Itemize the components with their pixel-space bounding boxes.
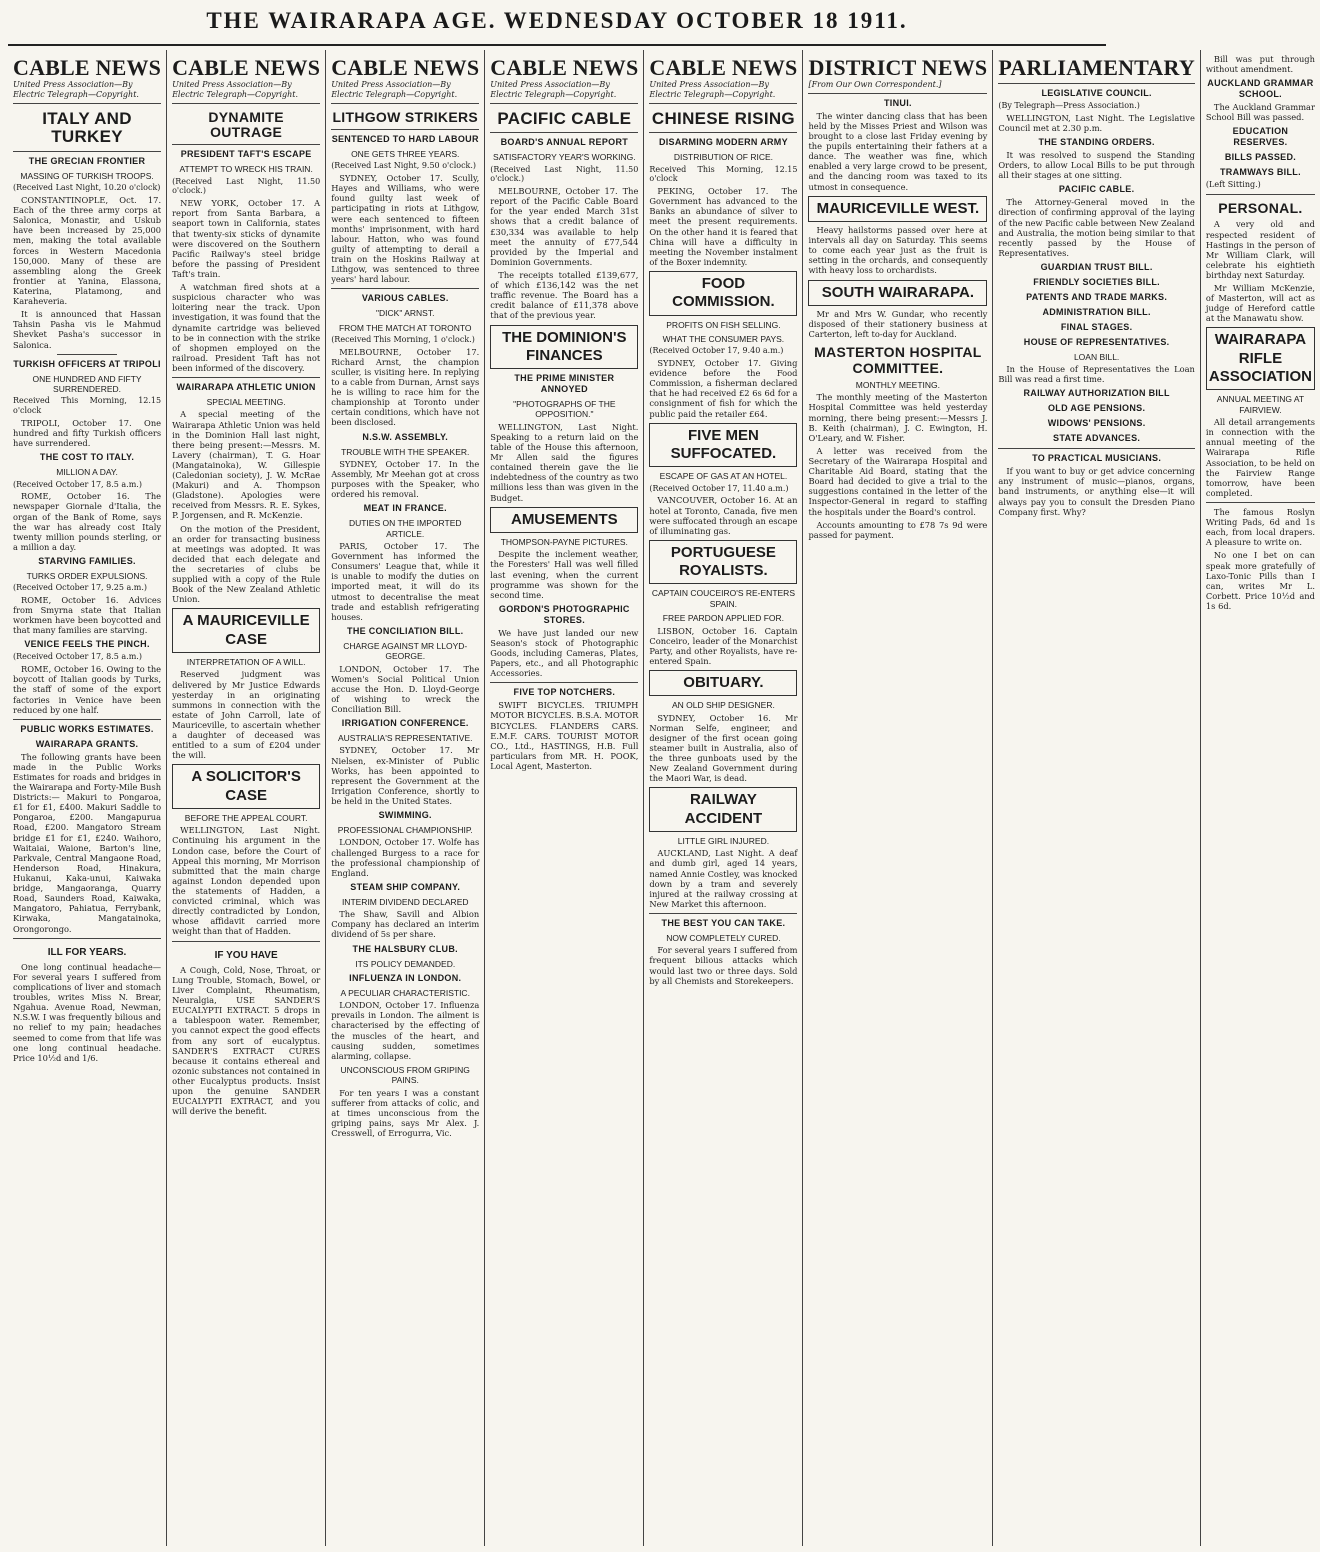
advert-body: One long continual headache—For several years I suffered from complications of liver and stomach troubles, writes Miss N. Brear, Ngahua. Avenue Road, Newman, N.S.W. I was frequently bilious and no relief to my pain; headaches seemed to come from that life was one long continual headache. Price 10½d and 1/6.	[13, 961, 162, 1063]
sub-heading: TURKISH OFFICERS AT TRIPOLI	[13, 358, 161, 369]
sub-heading: INTERPRETATION OF A WILL.	[186, 657, 306, 668]
sub-heading: LITTLE GIRL INJURED.	[677, 835, 770, 846]
sub-heading: A PECULIAR CHARACTERISTIC.	[340, 987, 470, 998]
sub-heading: INTERIM DIVIDEND DECLARED	[341, 896, 469, 907]
boxed-heading: OBITUARY.	[649, 670, 797, 696]
sub-heading: FINAL STAGES.	[1060, 321, 1133, 332]
boxed-heading: RAILWAY ACCIDENT	[649, 787, 797, 832]
paragraph: Heavy hailstorms passed over here at intervals all day on Saturday. This seems to come each year just as the fruit is setting in the orchards, and consequently with heavy loss to orchardists.	[808, 224, 988, 276]
sub-heading: WAIRARAPA GRANTS.	[35, 738, 139, 749]
paragraph: The Attorney-General moved in the direction of confirming approval of the laying of the new Pacific cable between New Zealand and Australia, the motion being similar to that recently passed by the House of Representatives.	[998, 197, 1195, 258]
sub-heading: EDUCATION RESERVES.	[1232, 126, 1289, 148]
paragraph: On the motion of the President, an order for transacting business at meetings was adopted. It was decided that each delegate and the secretaries of clubs be supplied with a copy of the Rule Book of the New Zealand Athletic Union.	[172, 523, 321, 605]
paragraph: The monthly meeting of the Masterton Hospital Committee was held yesterday morning, there being present:—Messrs J. B. Keith (chairman), J. C. Ewington, H. O'Leary, and W. Fisher.	[808, 392, 988, 443]
rule	[1206, 194, 1315, 195]
sub-heading: PROFESSIONAL CHAMPIONSHIP.	[337, 825, 473, 836]
sub-heading: THE COST TO ITALY.	[39, 452, 135, 463]
rule	[331, 288, 479, 289]
sub-heading: LEGISLATIVE COUNCIL.	[1041, 88, 1152, 99]
paragraph: Despite the inclement weather, the Foresters' Hall was well filled last evening, when the current programme was shown for the second time.	[490, 549, 639, 600]
paragraph: All detail arrangements in connection with the annual meeting of the Wairarapa Rifle Association, to be held on the Fairview Range tomorrow, have been completed.	[1205, 417, 1315, 498]
story-title: ITALY AND TURKEY	[42, 108, 132, 147]
paragraph: For ten years I was a constant sufferer from attacks of colic, and at times unconscious from the griping pains, says Mr Alex. J. Cresswell, of Errogurra, Vic.	[331, 1087, 480, 1139]
rule	[998, 448, 1195, 449]
boxed-heading: THE DOMINION'S FINANCES	[490, 325, 638, 370]
paragraph: PARIS, October 17. The Government has informed the Consumers' League that, while it is unable to modify the duties on imported meat, it will do its utmost to decentralise the meat trade and establish refrigerating houses.	[331, 541, 480, 622]
paragraph: A watchman fired shots at a suspicious character who was loitering near the track. Upon investigation, it was found that the dynamite cartridge was believed to be in connection with the strike of shopmen employed on the railroad. President Taft has not been informed of the discovery.	[172, 282, 321, 373]
dateline: (Received Last Night, 9.50 o'clock.)	[331, 161, 477, 171]
paragraph: ROME, October 16. The newspaper Giornale d'Italia, the organ of the Bank of Rome, says the war has already cost Italy twenty million pounds sterling, or a million a day.	[13, 491, 162, 552]
sub-heading: VARIOUS CABLES.	[361, 293, 449, 304]
sub-heading: MASSING OF TURKISH TROOPS.	[20, 170, 154, 181]
sub-heading: LOAN BILL.	[1073, 351, 1120, 362]
story-title: CHINESE RISING	[651, 108, 795, 128]
sub-heading: PRESIDENT TAFT'S ESCAPE	[180, 149, 312, 160]
sub-heading: THE GRECIAN FRONTIER	[28, 155, 146, 166]
credit-line: United Press Association—By Electric Telegraph—Copyright.	[331, 80, 479, 104]
sub-heading: SWIMMING.	[378, 810, 432, 821]
sub-heading: BEFORE THE APPEAL COURT.	[184, 813, 308, 823]
boxed-heading: FIVE MEN SUFFOCATED.	[649, 423, 797, 468]
masthead: THE WAIRARAPA AGE. WEDNESDAY OCTOBER 18 1911.	[206, 8, 908, 33]
rule	[13, 719, 161, 720]
credit-line: United Press Association—By Electric Telegraph—Copyright.	[649, 80, 797, 104]
advert-body: SWIFT BICYCLES. TRIUMPH MOTOR BICYCLES. B.S.A. MOTOR BICYCLES. FLANDERS CARS. E.M.F. CARS. TOURIST MOTOR CO., Ltd., HASTINGS, H.B. Full particulars from MR. H. POOK, Local Agent, Masterton.	[490, 700, 639, 771]
sub-heading: BOARD'S ANNUAL REPORT	[500, 137, 629, 148]
sub-heading: THE STANDING ORDERS.	[1038, 137, 1155, 148]
paragraph: A very old and respected resident of Hastings in the person of Mr William Clark, will celebrate his eightieth birthday next Saturday.	[1205, 219, 1315, 280]
sub-heading: ATTEMPT TO WRECK HIS TRAIN.	[179, 164, 313, 175]
boxed-heading: A SOLICITOR'S CASE	[172, 764, 320, 809]
sub-heading: FIVE TOP NOTCHERS.	[513, 687, 616, 698]
sub-heading: ONE HUNDRED AND FIFTY SURRENDERED.	[32, 373, 142, 395]
boxed-heading: AMUSEMENTS	[490, 507, 638, 533]
paragraph: NEW YORK, October 17. A report from Santa Barbara, a seaport town in California, states that twenty-six sticks of dynamite were discovered on the Southern Pacific Railway's steel bridge before the passing of President Taft's train.	[172, 198, 321, 279]
sub-heading: NOW COMPLETELY CURED.	[666, 932, 781, 943]
sub-heading: THE PRIME MINISTER ANNOYED	[514, 373, 615, 395]
column-heading: CABLE NEWS	[13, 55, 162, 80]
dateline: (Received Last Night, 11.50 o'clock.)	[172, 176, 321, 196]
sub-heading: TINUI.	[884, 97, 912, 108]
sub-heading: TO PRACTICAL MUSICIANS.	[1032, 453, 1162, 464]
paragraph: The Shaw, Savill and Albion Company has declared an interim dividend of 5s per share.	[331, 909, 480, 940]
rule	[331, 129, 479, 130]
paragraph: VANCOUVER, October 16. At an hotel at Toronto, Canada, five men were suffocated through an escape of illuminating gas.	[649, 495, 798, 536]
sub-heading: WHAT THE CONSUMER PAYS.	[662, 333, 785, 344]
column-heading: CABLE NEWS	[172, 55, 321, 80]
sub-heading: "PHOTOGRAPHS OF THE OPPOSITION."	[513, 399, 616, 420]
sub-heading: PUBLIC WORKS ESTIMATES.	[20, 723, 154, 734]
rule	[13, 938, 161, 939]
rule	[57, 354, 116, 355]
story-title: LITHGOW STRIKERS	[332, 108, 479, 125]
paragraph: SYDNEY, October 17. In the Assembly, Mr Meehan got at cross purposes with the Speaker, who ordered his removal.	[331, 458, 480, 500]
paragraph: WELLINGTON, Last Night. Continuing his argument in the London case, before the Court of Appeal this morning, Mr Morrison submitted that the main charge against London depended upon the statements of Hadden, a convicted criminal, which was directly contradicted by London, whose affidavit carried more weight than that of Hadden.	[172, 825, 321, 937]
story-title: MASTERTON HOSPITAL COMMITTEE.	[814, 344, 982, 376]
paragraph: The famous Roslyn Writing Pads, 6d and 1s each, from local drapers. A pleasure to write on.	[1205, 506, 1315, 548]
sub-heading: THE BEST YOU CAN TAKE.	[661, 917, 786, 928]
paragraph: The receipts totalled £139,677, of which £136,142 was the net traffic revenue. The Board has a credit balance of £11,378 above that of the previous year.	[490, 269, 639, 321]
paragraph: For several years I suffered from frequent bilious attacks which would last two or three days. Sold by all Chemists and Storekeepers.	[649, 945, 798, 986]
column-3	[326, 50, 485, 1546]
rule	[172, 941, 320, 942]
sub-heading: WAIRARAPA ATHLETIC UNION	[176, 382, 316, 393]
paragraph: It was resolved to suspend the Standing Orders, to allow Local Bills to be put through all their stages at one sitting.	[998, 150, 1195, 181]
paragraph: TRIPOLI, October 17. One hundred and fifty Turkish officers have surrendered.	[13, 417, 162, 449]
sub-heading: "DICK" ARNST.	[376, 308, 435, 319]
paragraph: If you want to buy or get advice concerning any instrument of music—pianos, organs, band instruments, or anything else—it will always pay you to consult the Dresden Piano Company first. Why?	[998, 466, 1195, 517]
credit-line: United Press Association—By Electric Telegraph—Copyright.	[172, 80, 320, 104]
sub-heading: INFLUENZA IN LONDON.	[349, 972, 462, 983]
paragraph: We have just landed our new Season's stock of Photographic Goods, including Cameras, Plates, Papers, etc., and all Photographic Accessories.	[490, 627, 639, 679]
paragraph: The Auckland Grammar School Bill was passed.	[1205, 102, 1315, 123]
paragraph: LISBON, October 16. Captain Conceiro, leader of the Monarchist Party, and other Royalists, have re-entered Spain.	[649, 625, 798, 666]
advert-heading: ILL FOR YEARS.	[47, 946, 127, 958]
paragraph: SYDNEY, October 17. Scully, Hayes and Williams, who were found guilty last week of participating in riots at Lithgow, were each sentenced to fifteen months' imprisonment, with hard labour. Hatton, who was found guilty of attempting to derail a train on the Hoskins Railway at Lithgow, was sentenced to three years' hard labour.	[331, 173, 480, 285]
dateline: (Received October 17, 8.5 a.m.)	[13, 652, 142, 662]
sub-heading: GUARDIAN TRUST BILL.	[1040, 261, 1153, 272]
boxed-heading: PORTUGUESE ROYALISTS.	[649, 540, 797, 585]
dateline: (Received October 17, 9.25 a.m.)	[13, 583, 148, 593]
sub-heading: MILLION A DAY.	[56, 467, 118, 478]
boxed-heading: SOUTH WAIRARAPA.	[808, 280, 987, 306]
sub-heading: PACIFIC CABLE.	[1058, 184, 1135, 195]
sub-heading: ITS POLICY DEMANDED.	[355, 958, 456, 969]
sub-heading: N.S.W. ASSEMBLY.	[362, 431, 449, 442]
paragraph: MELBOURNE, October 17. The report of the Pacific Cable Board for the year ended March 31st shows that a credit balance of £30,334 was available to help meet the annuity of £77,544 provided by the Imperial and Dominion Governments.	[490, 186, 639, 267]
column-1	[8, 50, 167, 1546]
paragraph: Bill was put through without amendment.	[1205, 54, 1315, 75]
paragraph: No one I bet on can speak more gratefully of Laxo-Tonic Pills than I can, writes Mr L. Corbett. Price 10½d and 1s 6d.	[1205, 550, 1315, 611]
sub-heading: THE CONCILIATION BILL.	[347, 625, 464, 636]
dateline: (Received This Morning, 1 o'clock.)	[331, 334, 475, 344]
paragraph: MELBOURNE, October 17. Richard Arnst, the champion sculler, is visiting here. In replying to a cable from Durnan, Arnst says he is willing to race him for the championship at Toronto under certain conditions, which have not been disclosed.	[331, 346, 480, 428]
sub-heading: AN OLD SHIP DESIGNER.	[672, 700, 775, 711]
story-title: PERSONAL.	[1218, 200, 1303, 216]
credit-line: United Press Association—By Electric Telegraph—Copyright.	[490, 80, 638, 104]
story-title: DYNAMITE OUTRAGE	[208, 108, 284, 140]
paragraph: LONDON, October 17. Influenza prevails in London. The ailment is characterised by the effecting of the muscles of the heart, and causing sudden, sometimes alarming, collapse.	[331, 1000, 480, 1061]
sub-heading: SENTENCED TO HARD LABOUR	[331, 133, 479, 144]
dateline: (Received October 17, 9.40 a.m.)	[649, 346, 784, 356]
sub-heading: TURKS ORDER EXPULSIONS.	[26, 570, 148, 581]
sub-heading: ESCAPE OF GAS AT AN HOTEL.	[659, 471, 788, 482]
rule	[172, 144, 320, 145]
paragraph: LONDON, October 17. Wolfe has challenged Burgess to a race for the professional championship of England.	[331, 837, 480, 878]
rule	[649, 132, 797, 133]
column-2	[167, 50, 326, 1546]
paragraph: The winter dancing class that has been held by the Misses Priest and Wilson was brought to a close last Friday evening by the pupils entertaining their fathers at a dance. The weather was fine, which enabled a very large crowd to be present, and the dancing room was taxed to its utmost in consequence.	[808, 110, 988, 192]
column-heading: CABLE NEWS	[331, 55, 480, 80]
dateline: Received This Morning, 12.15 o'clock	[649, 164, 798, 184]
rule	[490, 682, 638, 683]
sub-heading: STEAM SHIP COMPANY.	[350, 881, 461, 892]
story-title: PACIFIC CABLE	[497, 108, 632, 128]
paragraph: The following grants have been made in the Public Works Estimates for roads and bridges in the Wairarapa and Forty-Mile Bush Districts:— Makuri to Pongaroa, £1 for £1, £400. Makuri Saddle to Pongaroa, £200. Mangapurua Road, £200. Mangatoro Stream bridge £1 for £1, £240. Waihoro, Waitaiai, Waione, Barton's line, Parkvale, Central Mangaone Road, Henderson Road, Hinakura, Hukanui, Kaka-unui, Kaiwaka bridge, Mangaoranga, Quarry Road, Saunders Road, Kaiwaka, Mangatoro, Pahiatua, Ferrybank, Kirwaka, Mangatainoka, Orongorongo.	[13, 751, 162, 934]
boxed-heading: A MAURICEVILLE CASE	[172, 608, 320, 653]
boxed-heading: MAURICEVILLE WEST.	[808, 196, 987, 222]
dateline: (Received October 17, 8.5 a.m.)	[13, 479, 142, 489]
sub-heading: PROFITS ON FISH SELLING.	[666, 319, 781, 330]
sub-heading: CHARGE AGAINST MR LLOYD-GEORGE.	[343, 640, 468, 662]
sub-heading: WIDOWS' PENSIONS.	[1047, 418, 1146, 429]
rule	[1206, 502, 1315, 503]
sub-heading: MONTHLY MEETING.	[855, 379, 941, 390]
sub-heading: FREE PARDON APPLIED FOR.	[662, 613, 785, 624]
boxed-heading: FOOD COMMISSION.	[649, 271, 797, 316]
rule	[172, 377, 320, 378]
sub-heading: AUCKLAND GRAMMAR SCHOOL.	[1207, 78, 1314, 100]
paragraph: Accounts amounting to £78 7s 9d were passed for payment.	[808, 519, 988, 540]
column-6	[803, 50, 993, 1546]
advert-body: A Cough, Cold, Nose, Throat, or Lung Trouble, Stomach, Bowel, or Liver Complaint, Rheumatism, Neuralgia, USE SANDER'S EUCALYPTI EXTRACT. 5 drops in a tablespoon water. Remember, you cannot expect the good effects from any sort of eucalyptus. SANDER'S EXTRACT CURES because it contains ethereal and ozonic substances not contained in other Eucalyptus products. Insist upon the genuine SANDER EUCALYPTI EXTRACT, and you will derive the benefit.	[172, 964, 321, 1117]
paragraph: Mr William McKenzie, of Masterton, will act as judge of Hereford cattle at the Manawatu show.	[1205, 283, 1315, 324]
sub-heading: ANNUAL MEETING AT FAIRVIEW.	[1216, 394, 1305, 415]
dateline: Received This Morning, 12.15 o'clock	[13, 396, 162, 416]
sub-heading: IRRIGATION CONFERENCE.	[341, 718, 469, 729]
rule	[13, 151, 161, 152]
sub-heading: AUSTRALIA'S REPRESENTATIVE.	[337, 733, 473, 744]
paragraph: PEKING, October 17. The Government has advanced to the Banks an abundance of silver to meet the present requirements. On the other hand it is feared that China will have a difficulty in meeting the November instalment of the Boxer indemnity.	[649, 186, 798, 267]
sub-heading: TRAMWAYS BILL.	[1220, 167, 1301, 178]
paragraph: SYDNEY, October 17. Mr Nielsen, ex-Minister of Public Works, has been appointed to represent the Government at the Irrigation Conference, shortly to be held in the United States.	[331, 745, 480, 807]
sub-heading: OLD AGE PENSIONS.	[1047, 403, 1146, 414]
sub-heading: THOMPSON-PAYNE PICTURES.	[500, 536, 628, 547]
sub-heading: PATENTS AND TRADE MARKS.	[1026, 291, 1168, 302]
column-heading: CABLE NEWS	[649, 55, 798, 80]
dateline: (By Telegraph—Press Association.)	[998, 101, 1140, 111]
sub-heading: HOUSE OF REPRESENTATIVES.	[1023, 336, 1170, 347]
sub-heading: MEAT IN FRANCE.	[363, 503, 447, 514]
credit-line: United Press Association—By Electric Telegraph—Copyright.	[13, 80, 161, 104]
sub-heading: DISARMING MODERN ARMY	[658, 137, 788, 148]
boxed-heading: WAIRARAPA RIFLE ASSOCIATION	[1206, 327, 1315, 390]
sub-heading: UNCONSCIOUS FROM GRIPING PAINS.	[340, 1064, 470, 1086]
paragraph: A letter was received from the Secretary of the Wairarapa Hospital and Charitable Aid Board, stating that the Board had decided to give a trial to the suggestions contained in the letter of the Inspector-General in regard to staffing the hospitals under the Board's control.	[808, 445, 988, 517]
sub-heading: GORDON'S PHOTOGRAPHIC STORES.	[498, 603, 630, 625]
sub-heading: SATISFACTORY YEAR'S WORKING.	[493, 152, 636, 163]
sub-heading: SPECIAL MEETING.	[206, 397, 286, 408]
sub-heading: FROM THE MATCH AT TORONTO	[338, 322, 472, 333]
rule	[649, 913, 797, 914]
column-8	[1201, 50, 1320, 1546]
sub-heading: ONE GETS THREE YEARS.	[351, 148, 460, 159]
paragraph: ROME, October 16. Owing to the boycott of Italian goods by Turks, the staff of some of the export factories in Venice have been reduced by one half.	[13, 664, 162, 715]
column-4	[485, 50, 644, 1546]
dateline: (Received Last Night, 11.50 o'clock.)	[490, 164, 639, 184]
sub-heading: CAPTAIN COUCEIRO'S RE-ENTERS SPAIN.	[651, 588, 795, 609]
rule	[490, 132, 638, 133]
paragraph: CONSTANTINOPLE, Oct. 17. Each of the three army corps at Salonica, Monastir, and Uskub have been increased by 25,000 men, making the total available forces in Western Macedonia 150,000. Many of these are assembling along the Greek frontier at Yanina, Elassona, Katerina, Platamong, and Karaheveria.	[13, 195, 162, 307]
column-heading: CABLE NEWS	[490, 55, 639, 80]
column-heading: DISTRICT NEWS	[808, 55, 988, 80]
sub-heading: FRIENDLY SOCIETIES BILL.	[1033, 276, 1160, 287]
dateline: (Received October 17, 11.40 a.m.)	[649, 483, 789, 493]
paragraph: It is announced that Hassan Tahsin Pasha vis le Mahmud Shevket Pasha's successor in Salonica.	[13, 309, 162, 350]
paragraph: WELLINGTON, Last Night. The Legislative Council met at 2.30 p.m.	[998, 112, 1195, 133]
paragraph: LONDON, October 17. The Women's Social Political Union accuse the Hon. D. Lloyd-George of wishing to wreck the Conciliation Bill.	[331, 663, 480, 715]
paragraph: SYDNEY, October 16. Mr Norman Selfe, engineer, and designer of the first ocean going steamer built in Australia, also of the three gunboats used by the New Zealand Government during the Maori War, is dead.	[649, 712, 798, 784]
sub-heading: ADMINISTRATION BILL.	[1042, 306, 1151, 317]
paragraph: WELLINGTON, Last Night. Speaking to a return laid on the table of the House this afternoon, Mr Allen said the figures contained therein gave the lie indebtedness of the country as two millions less than was given in the Budget.	[490, 421, 639, 503]
credit-line: [From Our Own Correspondent.]	[808, 80, 987, 94]
sub-heading: THE HALSBURY CLUB.	[352, 943, 458, 954]
masthead-rule	[8, 44, 1106, 46]
column-heading: PARLIAMENTARY	[998, 55, 1195, 80]
paragraph: SYDNEY, October 17. Giving evidence before the Food Commission, a fisherman declared that he had received £2 6s 6d for a consignment of fish for which the public paid the retailer £64.	[649, 358, 798, 419]
sub-heading: VENICE FEELS THE PINCH.	[24, 639, 150, 650]
paragraph: Mr and Mrs W. Gundar, who recently disposed of their stationery business at Carterton, left to-day for Auckland.	[808, 308, 988, 340]
column-7	[993, 50, 1201, 1546]
columns	[8, 50, 1315, 1546]
sub-heading: DUTIES ON THE IMPORTED ARTICLE.	[348, 518, 462, 539]
sub-heading: BILLS PASSED.	[1224, 152, 1297, 163]
paragraph: AUCKLAND, Last Night. A deaf and dumb girl, aged 14 years, named Annie Costley, was knocked down by a tram and severely injured at the railway crossing at New Market this afternoon.	[649, 848, 798, 909]
paragraph: ROME, October 16. Advices from Smyrna state that Italian workmen have been boycotted and that many families are starving.	[13, 595, 162, 636]
sub-heading: TROUBLE WITH THE SPEAKER.	[341, 446, 470, 457]
sub-heading: DISTRIBUTION OF RICE.	[673, 152, 773, 163]
dateline: (Left Sitting.)	[1205, 180, 1261, 190]
sub-heading: STATE ADVANCES.	[1053, 433, 1141, 444]
rule	[998, 83, 1195, 84]
paragraph: A special meeting of the Wairarapa Athletic Union was held in the Dominion Hall last night, there being present:—Messrs. M. Lavery (chairman), T. G. Hoar (Mangatainoka), W. Gillespie (Caledonian society), J. W. McRae (Makuri) and A. Thompson (Gladstone). Apologies were received from Messrs. R. E. Sykes, P. Jorgensen, and R. McKenzie.	[172, 409, 321, 521]
column-5	[644, 50, 803, 1546]
dateline: (Received Last Night, 10.20 o'clock)	[13, 183, 161, 193]
sub-heading: STARVING FAMILIES.	[38, 555, 136, 566]
sub-heading: RAILWAY AUTHORIZATION BILL	[1023, 388, 1170, 399]
paragraph: Reserved judgment was delivered by Mr Justice Edwards yesterday in an originating summons in connection with the estate of John Carroll, late of Mauriceville, to ascertain whether a daughter of deceased was entitled to a sum of £204 under the will.	[172, 669, 321, 761]
advert-heading: IF YOU HAVE	[214, 949, 278, 961]
paragraph: In the House of Representatives the Loan Bill was read a first time.	[998, 364, 1195, 385]
